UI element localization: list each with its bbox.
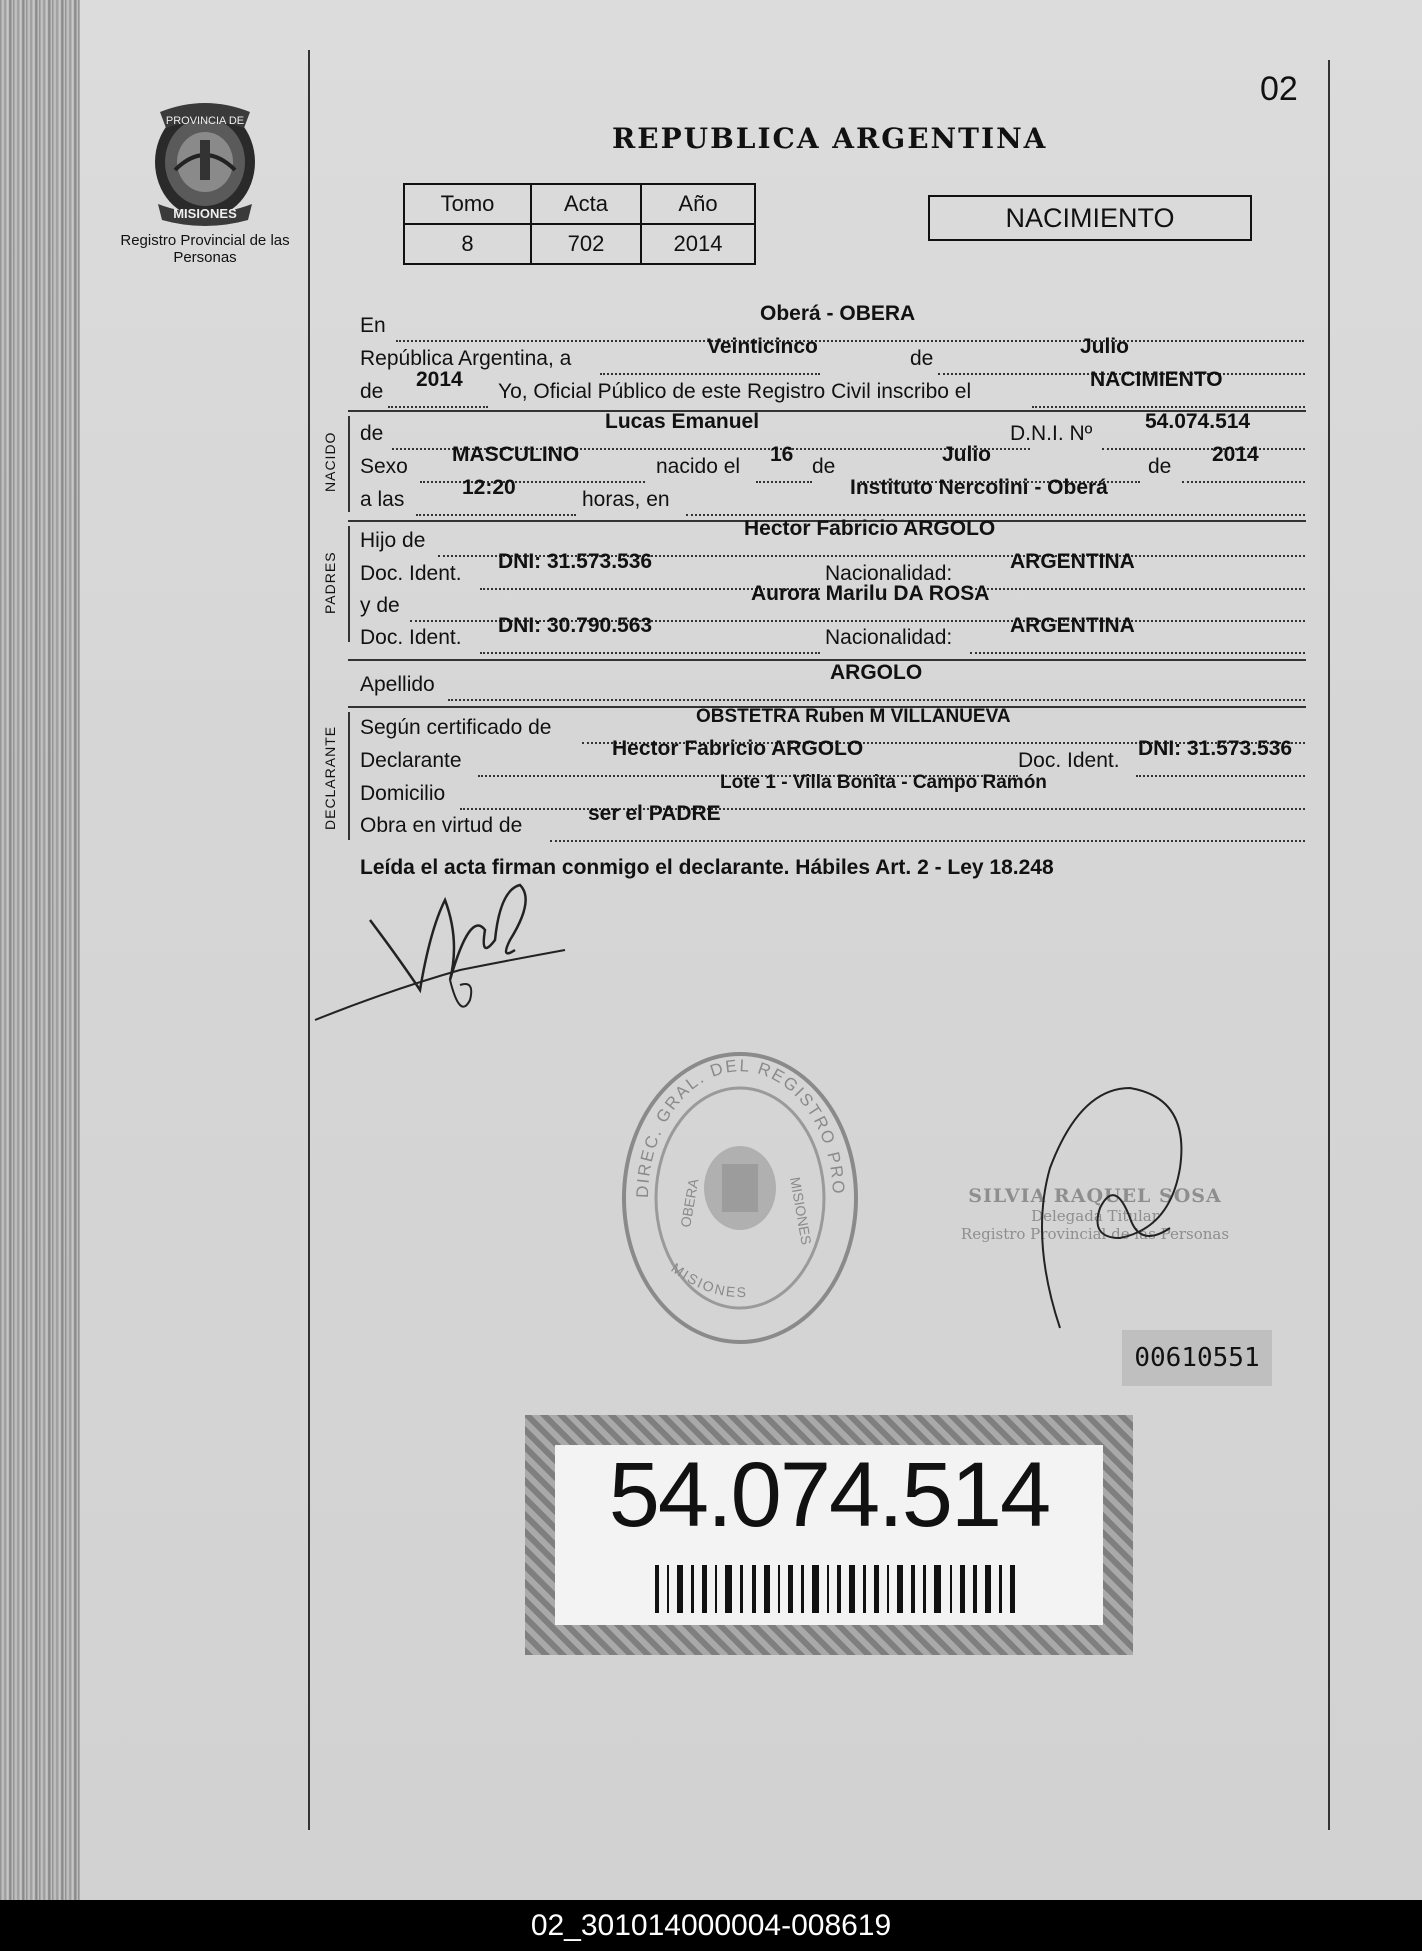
record-reference-table <box>403 183 756 265</box>
row-place <box>360 302 1305 340</box>
svg-text:MISIONES: MISIONES <box>173 206 237 221</box>
value-declarant-doc: DNI: 31.573.536 <box>1138 737 1293 760</box>
value-address: Lote 1 - Villa Bonita - Campo Ramón <box>720 772 1047 793</box>
label-doc-ident: Doc. Ident. <box>360 626 462 649</box>
label-horas-en: horas, en <box>582 488 670 511</box>
document-title: REPUBLICA ARGENTINA <box>612 122 1048 155</box>
value-child-name: Lucas Emanuel <box>605 410 760 433</box>
value-record-kind: NACIMIENTO <box>1090 368 1223 391</box>
header-tomo: Tomo <box>404 184 531 224</box>
closing-statement: Leída el acta firman conmigo el declarante. Hábiles Art. 2 - Ley 18.248 <box>360 856 1054 879</box>
label-de-birth-month: de <box>812 455 836 478</box>
svg-text:DIREC. GRAL. DEL REGISTRO PROV: DIREC. GRAL. DEL REGISTRO PRO <box>632 1056 849 1199</box>
page-number: 02 <box>1260 70 1298 108</box>
label-de-month: de <box>910 347 934 370</box>
value-month: Julio <box>1080 335 1130 358</box>
label-de-name: de <box>360 422 384 445</box>
value-child-dni: 54.074.514 <box>1145 410 1251 433</box>
label-de-year: de <box>360 380 384 403</box>
row-declarant <box>360 737 1305 775</box>
scan-file-id: 02_301014000004-008619 <box>530 1909 892 1942</box>
value-mother-nationality: ARGENTINA <box>1010 614 1135 637</box>
value-birth-day: 16 <box>770 443 794 466</box>
declarante-bracket <box>348 712 350 840</box>
logo-caption: Registro Provincial de las Personas <box>120 232 290 266</box>
official-office: Registro Provincial de las Personas <box>960 1225 1230 1243</box>
barcode-bars <box>655 1565 1015 1613</box>
row-capacity <box>360 802 1305 840</box>
official-role: Delegada Titular <box>1031 1207 1159 1225</box>
divider <box>348 659 1306 661</box>
header-acta: Acta <box>531 184 641 224</box>
label-domicilio: Domicilio <box>360 782 446 805</box>
svg-text:OBERA: OBERA <box>677 1177 702 1229</box>
value-birth-month: Julio <box>942 443 992 466</box>
label-doc-ident: Doc. Ident. <box>1018 749 1120 772</box>
label-hijo-de: Hijo de <box>360 529 426 552</box>
barcode-number: 54.074.514 <box>608 1444 1050 1546</box>
declarant-signature <box>310 870 580 1030</box>
official-name: SILVIA RAQUEL SOSA <box>968 1185 1222 1207</box>
label-declarante: Declarante <box>360 749 462 772</box>
value-father-nationality: ARGENTINA <box>1010 550 1135 573</box>
value-ano: 2014 <box>641 224 755 264</box>
province-coat-of-arms-logo <box>140 100 270 230</box>
label-apellido: Apellido <box>360 673 435 696</box>
label-de-birth-year: de <box>1148 455 1172 478</box>
row-surname <box>360 661 1305 699</box>
header-ano: Año <box>641 184 755 224</box>
official-round-seal <box>618 1048 863 1348</box>
label-nacionalidad: Nacionalidad: <box>825 562 953 585</box>
value-tomo: 8 <box>404 224 531 264</box>
serial-number-label: 00610551 <box>1122 1330 1272 1386</box>
value-sex: MASCULINO <box>452 443 580 466</box>
official-signature <box>1020 1078 1220 1338</box>
label-doc-ident: Doc. Ident. <box>360 562 462 585</box>
value-mother-doc: DNI: 30.790.563 <box>498 614 653 637</box>
label-nacido-el: nacido el <box>656 455 741 478</box>
row-year <box>360 368 1305 406</box>
label-republica: República Argentina, a <box>360 347 572 370</box>
value-year: 2014 <box>416 368 463 391</box>
value-time: 12:20 <box>462 476 516 499</box>
row-time-place <box>360 476 1305 514</box>
value-birth-place: Instituto Nercolini - Oberá <box>850 476 1108 499</box>
scan-edge-artifact <box>0 0 80 1900</box>
label-dni: D.N.I. Nº <box>1010 422 1093 445</box>
value-place: Oberá - OBERA <box>760 302 916 325</box>
nacido-bracket <box>348 416 350 512</box>
row-address <box>360 772 1305 808</box>
section-label-declarante: DECLARANTE <box>322 725 338 830</box>
right-margin-line <box>1328 60 1330 1830</box>
value-declarant: Hector Fabricio ARGOLO <box>612 737 864 760</box>
label-sexo: Sexo <box>360 455 408 478</box>
label-nacionalidad: Nacionalidad: <box>825 626 953 649</box>
padres-bracket <box>348 526 350 642</box>
label-a-las: a las <box>360 488 405 511</box>
value-father: Hector Fabricio ARGOLO <box>744 517 996 540</box>
svg-text:PROVINCIA DE: PROVINCIA DE <box>165 115 245 127</box>
value-mother: Aurora Marilu DA ROSA <box>751 582 990 605</box>
label-yo: Yo, Oficial Público de este Registro Civil inscribo el <box>498 380 972 403</box>
value-father-doc: DNI: 31.573.536 <box>498 550 653 573</box>
label-en: En <box>360 314 386 337</box>
svg-text:MISIONES: MISIONES <box>668 1259 749 1301</box>
section-label-padres: PADRES <box>322 551 338 614</box>
section-label-nacido: NACIDO <box>322 431 338 492</box>
label-y-de: y de <box>360 594 400 617</box>
row-mother-doc <box>360 614 1305 652</box>
value-capacity: ser el PADRE <box>588 802 721 825</box>
value-acta: 702 <box>531 224 641 264</box>
label-obra-en-virtud: Obra en virtud de <box>360 814 523 837</box>
id-barcode-sticker <box>525 1415 1133 1655</box>
value-surname: ARGOLO <box>830 661 923 684</box>
value-certificate: OBSTETRA Ruben M VILLANUEVA <box>696 706 1011 727</box>
label-segun-certificado: Según certificado de <box>360 716 552 739</box>
value-day-words: Veinticinco <box>707 335 818 358</box>
value-birth-year: 2014 <box>1212 443 1259 466</box>
svg-text:MISIONES: MISIONES <box>787 1175 815 1246</box>
act-type-box: NACIMIENTO <box>928 195 1252 241</box>
barcode-label <box>555 1445 1103 1625</box>
